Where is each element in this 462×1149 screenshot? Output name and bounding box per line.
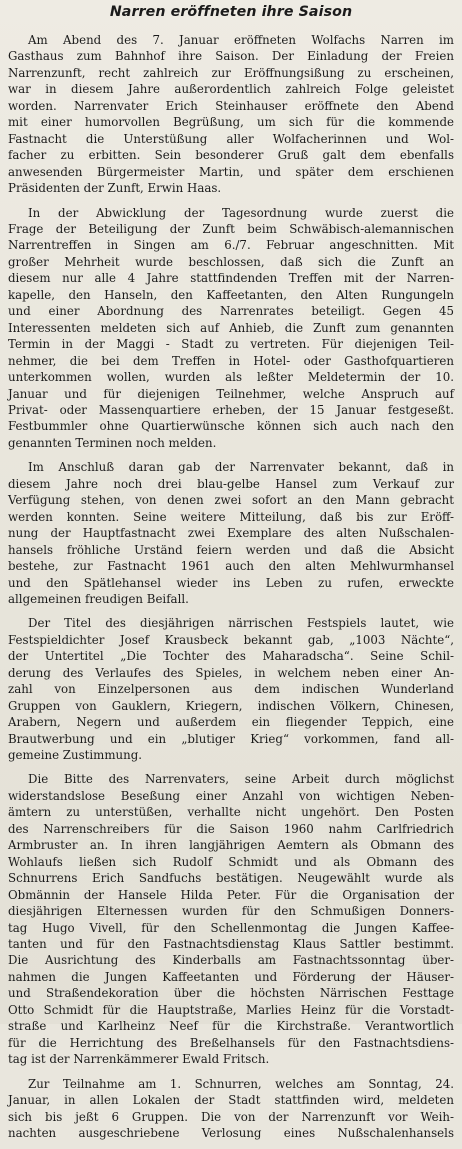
text-line: gemeine Zustimmung. <box>8 748 143 763</box>
text-line: sich bis jeßt 6 Gruppen. Die von der Narrenzunft vor Weih- <box>8 1109 454 1124</box>
text-line: nahmen die Jungen Kaffeetanten und Förderung der Häuser- <box>8 969 454 984</box>
text-line: tanten und für den Fastnachtsdienstag Klaus Sattler bestimmt. <box>8 937 454 952</box>
text-line: und einer Abordnung des Narrenrates beteiligt. Gegen 45 <box>8 304 454 319</box>
text-line: mit einer humorvollen Begrüßung, um sich für die kommende <box>8 115 454 130</box>
article-paragraph <box>8 205 454 452</box>
text-line: Zur Teilnahme am 1. Schnurren, welches am Sonntag, 24. <box>28 1076 454 1091</box>
text-line: anwesenden Bürgermeister Martin, und später dem erschienen <box>8 164 454 179</box>
text-line: zahl von Einzelpersonen aus dem indischen Wunderland <box>8 682 454 697</box>
text-line: Privat- oder Massenquartiere erheben, der 15 Januar festgeseßt. <box>8 402 454 417</box>
text-line: Der Titel des diesjährigen närrischen Festspiels lautet, wie <box>28 616 454 631</box>
text-line: allgemeinen freudigen Beifall. <box>8 591 189 606</box>
text-line: Narrenzunft, recht zahlreich zur Eröffnungsißung zu erscheinen, <box>8 65 454 80</box>
text-line: Gasthaus zum Bahnhof ihre Saison. Der Einladung der Freien <box>8 49 454 64</box>
text-line: derung des Verlaufes des Spieles, in welchem neben einer An- <box>8 665 454 680</box>
text-line: Januar und für diejenigen Teilnehmer, welche Anspruch auf <box>8 386 454 401</box>
text-line: nung der Hauptfastnacht zwei Exemplare des alten Nußschalen- <box>8 526 454 541</box>
text-line: In der Abwicklung der Tagesordnung wurde zuerst die <box>28 205 454 220</box>
text-line: Präsidenten der Zunft, Erwin Haas. <box>8 181 222 196</box>
text-line: Januar, in allen Lokalen der Stadt stattfinden wird, meldeten <box>8 1093 454 1108</box>
text-line: Fastnacht die Unterstüßung aller Wolfacherinnen und Wol- <box>8 131 454 146</box>
text-line: genannten Terminen noch melden. <box>8 435 217 450</box>
text-line: widerstandslose Beseßung einer Anzahl von wichtigen Neben- <box>8 788 454 803</box>
text-line: Arabern, Negern und außerdem ein fliegender Teppich, eine <box>8 715 454 730</box>
text-line: tag Hugo Vivell, für den Schellenmontag die Jungen Kaffee- <box>8 920 454 935</box>
text-line: straße und Karlheinz Neef für die Kirchstraße. Verantwortlich <box>8 1019 454 1034</box>
text-line: Verfügung stehen, von denen zwei sofort an den Mann gebracht <box>8 493 454 508</box>
text-line: Frage der Beteiligung der Zunft beim Schwäbisch-alemannischen <box>8 221 454 236</box>
article-paragraph <box>8 32 454 197</box>
text-line: Die Bitte des Narrenvaters, seine Arbeit durch möglichst <box>28 772 454 787</box>
article-paragraph <box>8 1076 454 1142</box>
article-paragraph <box>8 615 454 763</box>
text-line: worden. Narrenvater Erich Steinhauser eröffnete den Abend <box>8 98 454 113</box>
article-paragraph <box>8 771 454 1067</box>
text-line: Interessenten meldeten sich auf Anhieb, die Zunft zum genannten <box>8 320 454 335</box>
text-line: Obmännin der Hansele Hilda Peter. Für die Organisation der <box>8 887 454 902</box>
text-line: diesjährigen Elternessen wurden für den Schmußigen Donners- <box>8 904 454 919</box>
text-line: Armbruster an. In ihren langjährigen Aemtern als Obmann des <box>8 838 454 853</box>
text-line: Die Ausrichtung des Kinderballs am Fastnachtssonntag über- <box>8 953 454 968</box>
article-paragraph <box>8 459 454 607</box>
text-line: und den Spätlehansel wieder ins Leben zu rufen, erweckte <box>8 575 454 590</box>
text-line: Im Anschluß daran gab der Narrenvater bekannt, daß in <box>28 460 454 475</box>
text-line: hansels fröhliche Urständ feiern werden und daß die Absicht <box>8 542 454 557</box>
text-line: für die Herrichtung des Breßelhansels für den Fastnachtsdiens- <box>8 1035 454 1050</box>
text-line: Brautwerbung und ein „blutiger Krieg“ vorkommen, fand all- <box>8 731 454 746</box>
text-line: Festspieldichter Josef Krausbeck bekannt gab, „1003 Nächte“, <box>8 632 454 647</box>
article-headline: Narren eröffneten ihre Saison <box>109 4 353 20</box>
text-line: Festbummler ohne Quartierwünsche können sich auch nach den <box>8 419 454 434</box>
text-line: war in diesem Jahre außerordentlich zahlreich Folge geleistet <box>8 82 454 97</box>
text-line: Otto Schmidt für die Hauptstraße, Marlies Heinz für die Vorstadt- <box>8 1002 454 1017</box>
text-line: bestehe, zur Fastnacht 1961 auch den alten Mehlwurmhansel <box>8 559 454 574</box>
text-line: Termin in der Maggi - Stadt zu vertreten. Für diejenigen Teil- <box>8 337 454 352</box>
text-line: großer Mehrheit wurde beschlossen, daß sich die Zunft an <box>8 254 454 269</box>
text-line: nachten ausgeschriebene Verlosung eines Nußschalenhansels <box>8 1126 454 1140</box>
text-line: Schnurrens Erich Sandfuchs bestätigen. Neugewählt wurde als <box>8 871 454 886</box>
text-line: Am Abend des 7. Januar eröffneten Wolfachs Narren im <box>28 33 454 47</box>
article-body <box>8 32 454 1149</box>
text-line: diesem Jahre noch drei blau-gelbe Hansel zum Verkauf zur <box>8 476 454 491</box>
text-line: diesem nur alle 4 Jahre stattfindenden Treffen mit der Narren- <box>8 271 454 286</box>
text-line: facher zu erbitten. Sein besonderer Gruß galt dem ebenfalls <box>8 148 454 163</box>
text-line: ämtern zu unterstüßen, verhallte nicht ungehört. Den Posten <box>8 805 454 820</box>
text-line: Wohlaufs ließen sich Rudolf Schmidt und als Obmann des <box>8 854 454 869</box>
text-line: des Narrenschreibers für die Saison 1960 nahm Carlfriedrich <box>8 821 454 836</box>
text-line: der Untertitel „Die Tochter des Maharadscha“. Seine Schil- <box>8 649 454 664</box>
text-line: Gruppen von Gauklern, Kriegern, indischen Völkern, Chinesen, <box>8 698 454 713</box>
text-line: unterkommen wollen, wurden als leßter Meldetermin der 10. <box>8 370 454 385</box>
text-line: werden konnten. Seine weitere Mitteilung, daß bis zur Eröff- <box>8 509 454 524</box>
text-line: kapelle, den Hanseln, den Kaffeetanten, den Alten Rungungeln <box>8 287 454 302</box>
text-line: Narrentreffen in Singen am 6./7. Februar angeschnitten. Mit <box>8 238 454 253</box>
text-line: und Straßendekoration über die höchsten Närrischen Festtage <box>8 986 454 1001</box>
text-line: tag ist der Narrenkämmerer Ewald Fritsch. <box>8 1052 270 1067</box>
text-line: nehmer, die bei dem Treffen in Hotel- oder Gasthofquartieren <box>8 353 454 368</box>
